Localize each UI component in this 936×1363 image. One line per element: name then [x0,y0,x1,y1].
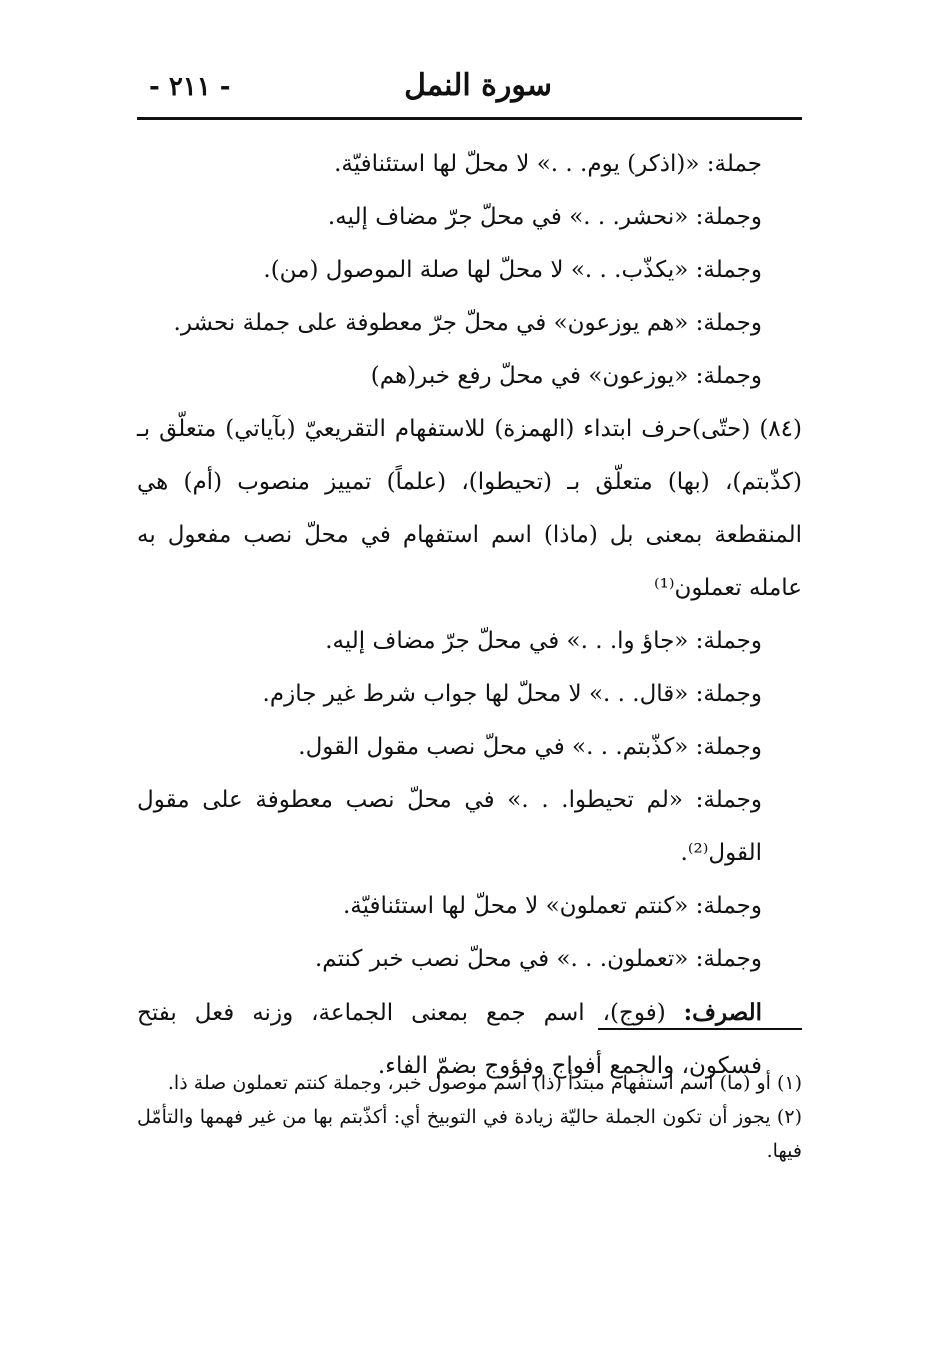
header-rule [137,117,802,120]
grammar-line-lam: وجملة: «لم تحيطوا. . .» في محلّ نصب معطوفة على مقول القول⁽²⁾. [137,787,762,866]
grammar-line: وجملة: «كنتم تعملون» لا محلّ لها استئنافيّة. [342,893,762,919]
verse-84-paragraph: (٨٤) (حتّى)حرف ابتداء (الهمزة) للاستفهام التقريعيّ (بآياتي) متعلّق بـ (كذّبتم)، (بها) متعلّق بـ (تحيطوا)، (علماً) تمييز منصوب (أم) هي المنقطعة بمعنى بل (ماذا) اسم استفهام في محلّ نصب مفعول به عامله تعملون⁽¹⁾ [137,416,802,601]
grammar-line: وجملة: «جاؤ وا. . .» في محلّ جرّ مضاف إليه. [325,628,762,654]
grammar-line: وجملة: «نحشر. . .» في محلّ جرّ مضاف إليه. [327,204,762,230]
grammar-line: وجملة: «يكذّب. . .» لا محلّ لها صلة الموصول (من). [263,257,762,283]
footnote: (١) أو (ما) اسم استفهام مبتدأ (ذا) اسم موصول خبر، وجملة كنتم تعملون صلة ذا. [167,1072,802,1094]
grammar-line: وجملة: «كذّبتم. . .» في محلّ نصب مقول القول. [298,734,762,760]
grammar-line: وجملة: «يوزعون» في محلّ رفع خبر(هم) [370,363,762,389]
footnotes [137,1066,802,1168]
grammar-line: وجملة: «هم يوزعون» في محلّ جرّ معطوفة على جملة نحشر. [173,310,762,336]
surah-title: سورة النمل [404,68,552,103]
grammar-line: وجملة: «قال. . .» لا محلّ لها جواب شرط غير جازم. [262,681,762,707]
main-text [137,138,802,1093]
footnote: (٢) يجوز أن تكون الجملة حاليّة زيادة في التوبيخ أي: أكذّبتم بها من غير فهمها والتأمّل فيها. [137,1106,802,1162]
sarf-text: (فوج)، اسم جمع بمعنى الجماعة، وزنه فعل بفتح فسكون، والجمع أفواج وفؤوج بضمّ الفاء. [137,1000,762,1079]
page-number: - ٢١١ - [149,72,231,102]
footnote-rule [598,1028,802,1030]
grammar-line: جملة: «(اذكر) يوم. . .» لا محلّ لها استئنافيّة. [334,151,762,177]
grammar-line: وجملة: «تعملون. . .» في محلّ نصب خبر كنتم. [314,946,762,972]
sarf-label: الصرف: [683,999,762,1026]
page-header [137,62,802,114]
